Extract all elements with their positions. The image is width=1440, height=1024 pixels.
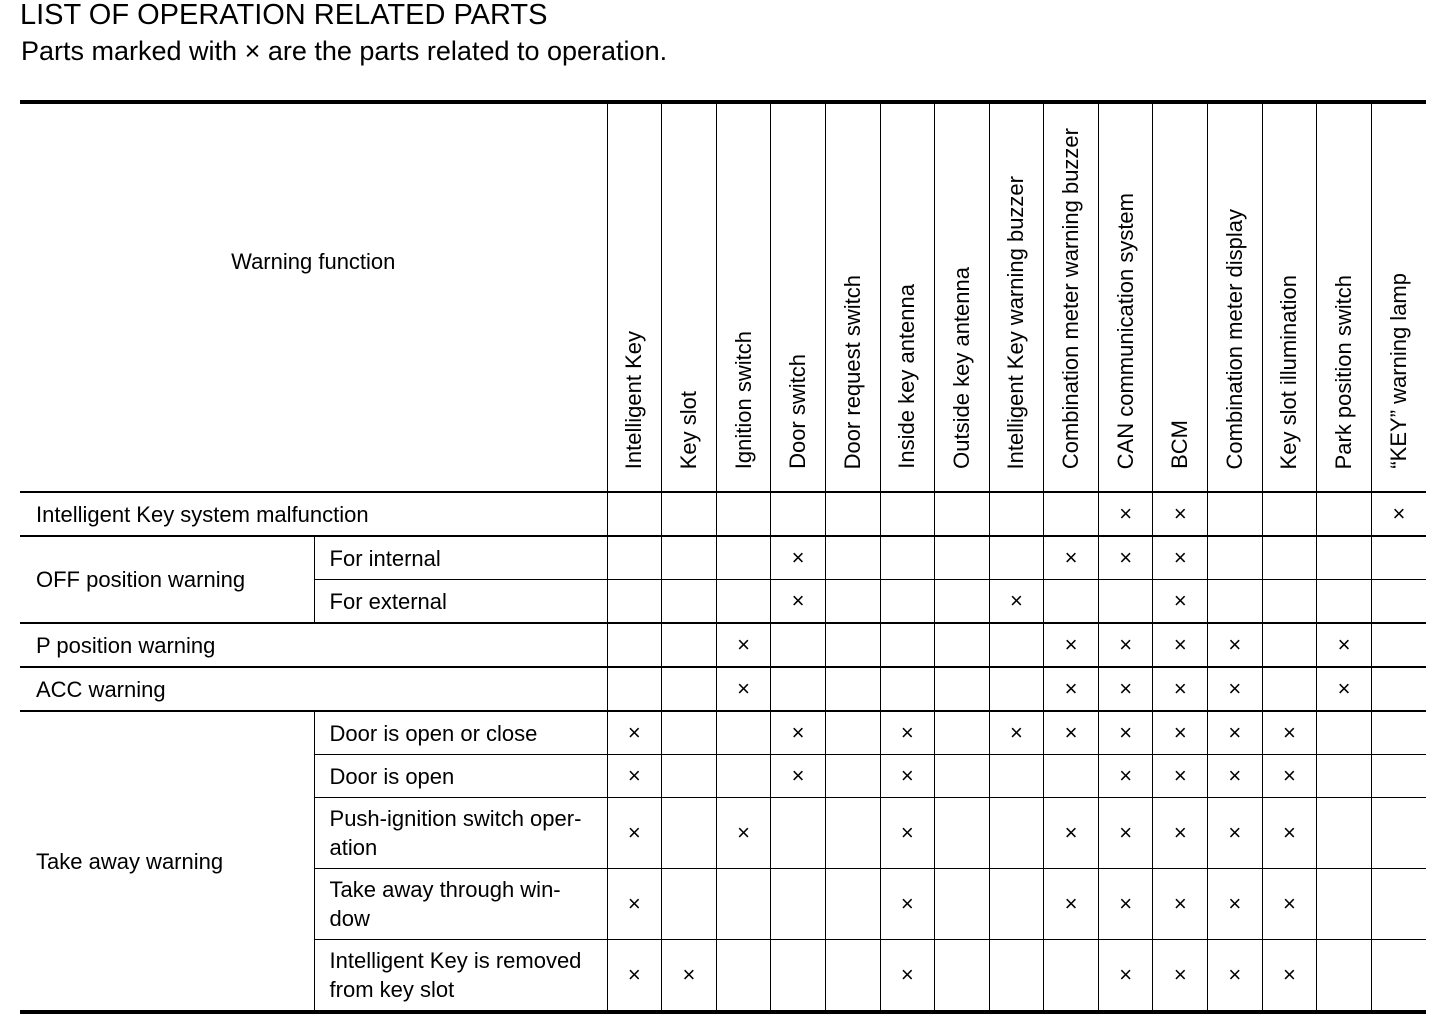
operation-mark: ×	[607, 755, 662, 798]
empty-cell	[607, 623, 662, 667]
empty-cell	[880, 536, 935, 580]
empty-cell	[607, 492, 662, 536]
warning-function-header: Warning function	[20, 102, 607, 492]
operation-mark: ×	[1153, 623, 1208, 667]
operation-mark: ×	[1153, 755, 1208, 798]
empty-cell	[662, 492, 717, 536]
empty-cell	[662, 755, 717, 798]
empty-cell	[1208, 492, 1263, 536]
operation-mark: ×	[1262, 711, 1317, 755]
part-header: Outside key antenna	[935, 102, 990, 492]
operation-mark: ×	[880, 711, 935, 755]
operation-mark: ×	[880, 940, 935, 1013]
empty-cell	[1208, 580, 1263, 624]
empty-cell	[662, 667, 717, 711]
operation-mark: ×	[1208, 667, 1263, 711]
empty-cell	[825, 492, 880, 536]
empty-cell	[662, 536, 717, 580]
empty-cell	[1262, 536, 1317, 580]
empty-cell	[935, 667, 990, 711]
empty-cell	[1262, 492, 1317, 536]
warning-function-label: Take away warning	[20, 711, 314, 1012]
operation-mark: ×	[1371, 492, 1426, 536]
table-row	[20, 623, 1426, 667]
empty-cell	[607, 667, 662, 711]
empty-cell	[1371, 798, 1426, 869]
operation-mark: ×	[607, 711, 662, 755]
empty-cell	[1044, 755, 1099, 798]
empty-cell	[880, 667, 935, 711]
operation-mark: ×	[1044, 798, 1099, 869]
part-header: Combination meter warning buzzer	[1044, 102, 1099, 492]
operation-mark: ×	[1262, 798, 1317, 869]
warning-condition-label: Door is open or close	[314, 711, 607, 755]
operation-mark: ×	[1153, 711, 1208, 755]
empty-cell	[935, 798, 990, 869]
empty-cell	[825, 667, 880, 711]
empty-cell	[989, 869, 1044, 940]
operation-mark: ×	[771, 536, 826, 580]
operation-mark: ×	[1098, 492, 1153, 536]
empty-cell	[935, 536, 990, 580]
operation-mark: ×	[1098, 623, 1153, 667]
operation-mark: ×	[607, 798, 662, 869]
empty-cell	[771, 623, 826, 667]
operation-mark: ×	[1153, 667, 1208, 711]
empty-cell	[935, 869, 990, 940]
empty-cell	[771, 798, 826, 869]
empty-cell	[935, 940, 990, 1013]
operation-parts-table	[20, 100, 1426, 1014]
page-title: LIST OF OPERATION RELATED PARTS	[20, 0, 548, 31]
operation-mark: ×	[1098, 667, 1153, 711]
part-header: Key slot	[662, 102, 717, 492]
warning-function-label: P position warning	[20, 623, 607, 667]
part-header: Door switch	[771, 102, 826, 492]
empty-cell	[989, 667, 1044, 711]
empty-cell	[662, 798, 717, 869]
empty-cell	[825, 623, 880, 667]
operation-mark: ×	[1153, 536, 1208, 580]
empty-cell	[880, 492, 935, 536]
warning-condition-label: For external	[314, 580, 607, 624]
operation-mark: ×	[1098, 940, 1153, 1013]
empty-cell	[771, 869, 826, 940]
empty-cell	[771, 940, 826, 1013]
operation-mark: ×	[1153, 940, 1208, 1013]
operation-mark: ×	[1153, 869, 1208, 940]
empty-cell	[716, 869, 771, 940]
empty-cell	[989, 536, 1044, 580]
empty-cell	[935, 580, 990, 624]
empty-cell	[989, 798, 1044, 869]
part-header: Key slot illumination	[1262, 102, 1317, 492]
warning-function-label: ACC warning	[20, 667, 607, 711]
operation-mark: ×	[1098, 869, 1153, 940]
empty-cell	[607, 580, 662, 624]
empty-cell	[989, 755, 1044, 798]
operation-mark: ×	[1098, 755, 1153, 798]
warning-function-label: Intelligent Key system malfunction	[20, 492, 607, 536]
operation-mark: ×	[1208, 755, 1263, 798]
table-row	[20, 711, 1426, 755]
empty-cell	[825, 869, 880, 940]
operation-mark: ×	[1153, 492, 1208, 536]
operation-mark: ×	[1044, 667, 1099, 711]
operation-mark: ×	[771, 711, 826, 755]
part-header: Inside key antenna	[880, 102, 935, 492]
empty-cell	[825, 798, 880, 869]
empty-cell	[825, 536, 880, 580]
operation-mark: ×	[1153, 798, 1208, 869]
empty-cell	[1044, 580, 1099, 624]
warning-condition-label: Door is open	[314, 755, 607, 798]
empty-cell	[989, 492, 1044, 536]
table-row	[20, 492, 1426, 536]
part-header: Ignition switch	[716, 102, 771, 492]
empty-cell	[716, 536, 771, 580]
part-header: “KEY” warning lamp	[1371, 102, 1426, 492]
operation-mark: ×	[1208, 940, 1263, 1013]
table-row	[20, 667, 1426, 711]
operation-mark: ×	[607, 869, 662, 940]
empty-cell	[1317, 580, 1372, 624]
empty-cell	[1371, 940, 1426, 1013]
empty-cell	[825, 940, 880, 1013]
operation-mark: ×	[1208, 711, 1263, 755]
operation-mark: ×	[1098, 536, 1153, 580]
empty-cell	[825, 711, 880, 755]
empty-cell	[935, 755, 990, 798]
empty-cell	[1371, 623, 1426, 667]
operation-mark: ×	[716, 667, 771, 711]
empty-cell	[1317, 536, 1372, 580]
warning-condition-label: Take away through win- dow	[314, 869, 607, 940]
empty-cell	[825, 580, 880, 624]
operation-mark: ×	[1208, 798, 1263, 869]
operation-mark: ×	[1317, 667, 1372, 711]
empty-cell	[716, 580, 771, 624]
empty-cell	[1044, 492, 1099, 536]
operation-mark: ×	[880, 755, 935, 798]
operation-mark: ×	[1317, 623, 1372, 667]
operation-mark: ×	[1044, 623, 1099, 667]
operation-mark: ×	[1044, 536, 1099, 580]
page-subtitle: Parts marked with × are the parts related to operation.	[21, 36, 668, 66]
part-header: Intelligent Key	[607, 102, 662, 492]
empty-cell	[716, 492, 771, 536]
empty-cell	[935, 711, 990, 755]
empty-cell	[880, 580, 935, 624]
empty-cell	[1371, 869, 1426, 940]
empty-cell	[989, 940, 1044, 1013]
header-row	[20, 102, 1426, 492]
empty-cell	[607, 536, 662, 580]
operation-mark: ×	[1262, 869, 1317, 940]
empty-cell	[1317, 869, 1372, 940]
empty-cell	[935, 623, 990, 667]
empty-cell	[662, 711, 717, 755]
empty-cell	[1208, 536, 1263, 580]
part-header: Intelligent Key warning buzzer	[989, 102, 1044, 492]
part-header: Combination meter display	[1208, 102, 1263, 492]
operation-mark: ×	[662, 940, 717, 1013]
empty-cell	[1317, 755, 1372, 798]
empty-cell	[1262, 580, 1317, 624]
empty-cell	[935, 492, 990, 536]
operation-mark: ×	[771, 755, 826, 798]
empty-cell	[662, 580, 717, 624]
warning-condition-label: Intelligent Key is removed from key slot	[314, 940, 607, 1013]
operation-mark: ×	[716, 623, 771, 667]
empty-cell	[1317, 492, 1372, 536]
warning-condition-label: For internal	[314, 536, 607, 580]
table-row	[20, 536, 1426, 580]
empty-cell	[662, 623, 717, 667]
empty-cell	[880, 623, 935, 667]
part-header: Park position switch	[1317, 102, 1372, 492]
operation-mark: ×	[880, 798, 935, 869]
empty-cell	[989, 623, 1044, 667]
operation-mark: ×	[1262, 755, 1317, 798]
operation-mark: ×	[607, 940, 662, 1013]
operation-mark: ×	[1098, 798, 1153, 869]
empty-cell	[1262, 623, 1317, 667]
warning-condition-label: Push-ignition switch oper- ation	[314, 798, 607, 869]
empty-cell	[1044, 940, 1099, 1013]
empty-cell	[1371, 667, 1426, 711]
empty-cell	[825, 755, 880, 798]
operation-mark: ×	[1153, 580, 1208, 624]
empty-cell	[1371, 536, 1426, 580]
operation-mark: ×	[1208, 623, 1263, 667]
empty-cell	[771, 667, 826, 711]
part-header: Door request switch	[825, 102, 880, 492]
warning-function-label: OFF position warning	[20, 536, 314, 623]
part-header: BCM	[1153, 102, 1208, 492]
empty-cell	[716, 940, 771, 1013]
empty-cell	[1317, 940, 1372, 1013]
operation-mark: ×	[1262, 940, 1317, 1013]
empty-cell	[1262, 667, 1317, 711]
empty-cell	[771, 492, 826, 536]
empty-cell	[716, 755, 771, 798]
operation-mark: ×	[716, 798, 771, 869]
empty-cell	[1098, 580, 1153, 624]
operation-mark: ×	[989, 711, 1044, 755]
operation-mark: ×	[1044, 869, 1099, 940]
operation-mark: ×	[1208, 869, 1263, 940]
empty-cell	[1371, 755, 1426, 798]
operation-mark: ×	[1044, 711, 1099, 755]
empty-cell	[1371, 711, 1426, 755]
part-header: CAN communication system	[1098, 102, 1153, 492]
table-body	[20, 492, 1426, 1012]
operation-mark: ×	[989, 580, 1044, 624]
operation-mark: ×	[771, 580, 826, 624]
operation-mark: ×	[880, 869, 935, 940]
empty-cell	[1371, 580, 1426, 624]
empty-cell	[716, 711, 771, 755]
operation-mark: ×	[1098, 711, 1153, 755]
empty-cell	[662, 869, 717, 940]
empty-cell	[1317, 711, 1372, 755]
empty-cell	[1317, 798, 1372, 869]
